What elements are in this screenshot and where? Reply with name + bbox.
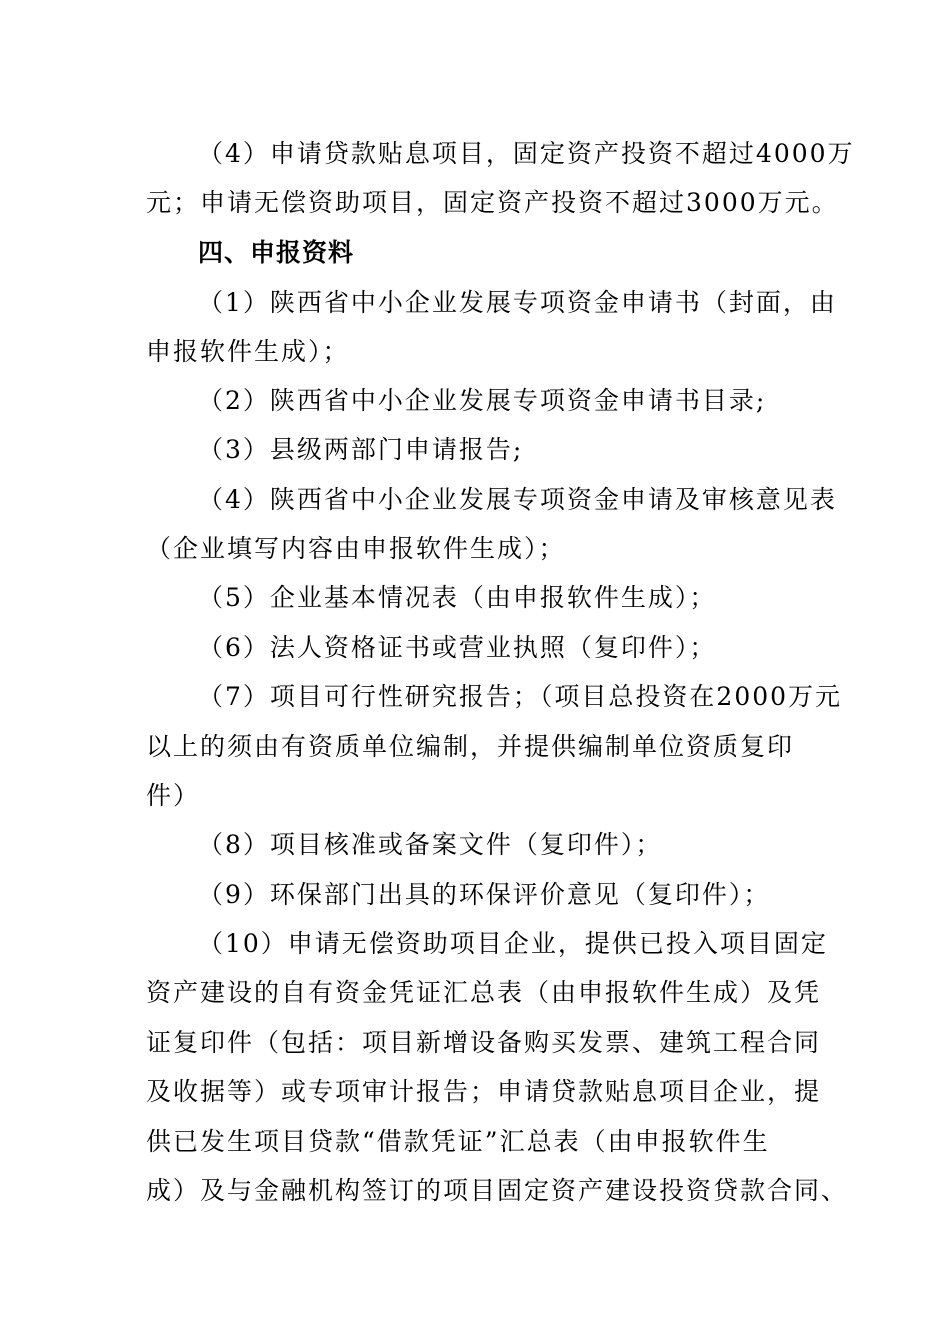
item-10-funding-proof: （10）申请无偿资助项目企业，提供已投入项目固定 (198, 929, 828, 958)
item-8-approval-file: （8）项目核准或备案文件（复印件）； (198, 830, 663, 859)
item-10-funding-proof-cont-2: 证复印件（包括：项目新增设备购买发票、建筑工程合同 (146, 1028, 822, 1057)
item-4-review-form-cont: （企业填写内容由申报软件生成）； (146, 534, 566, 563)
item-7-feasibility-report: （7）项目可行性研究报告；（项目总投资在2000万元 (198, 682, 843, 711)
item-7-feasibility-report-cont-1: 以上的须由有资质单位编制，并提供编制单位资质复印 (146, 732, 795, 761)
item-10-funding-proof-cont-3: 及收据等）或专项审计报告；申请贷款贴息项目企业，提 (146, 1077, 822, 1106)
item-10-funding-proof-cont-4: 供已发生项目贷款“借款凭证”汇总表（由申报软件生 (146, 1127, 770, 1156)
section-heading-materials: 四、申报资料 (198, 238, 355, 267)
item-2-application-toc: （2）陕西省中小企业发展专项资金申请书目录; (198, 386, 767, 415)
item-1-application-cover: （1）陕西省中小企业发展专项资金申请书（封面，由 (198, 288, 837, 317)
item-1-application-cover-cont: 申报软件生成）； (146, 337, 350, 366)
item-7-feasibility-report-cont-2: 件） (146, 781, 201, 810)
item-6-business-license: （6）法人资格证书或营业执照（复印件）； (198, 633, 717, 662)
para-4-loan-limit: （4）申请贷款贴息项目，固定资产投资不超过4000万 (198, 139, 855, 168)
item-3-county-report: （3）县级两部门申请报告; (198, 435, 524, 464)
para-4-loan-limit-cont: 元；申请无偿资助项目，固定资产投资不超过3000万元。 (146, 188, 839, 217)
item-5-company-info: （5）企业基本情况表（由申报软件生成）； (198, 583, 717, 612)
item-4-review-form: （4）陕西省中小企业发展专项资金申请及审核意见表 (198, 485, 837, 514)
item-9-environmental-opinion: （9）环保部门出具的环保评价意见（复印件）； (198, 880, 771, 909)
item-10-funding-proof-cont-1: 资产建设的自有资金凭证汇总表（由申报软件生成）及凭 (146, 978, 822, 1007)
item-10-funding-proof-cont-5: 成）及与金融机构签订的项目固定资产建设投资贷款合同、 (146, 1176, 849, 1205)
